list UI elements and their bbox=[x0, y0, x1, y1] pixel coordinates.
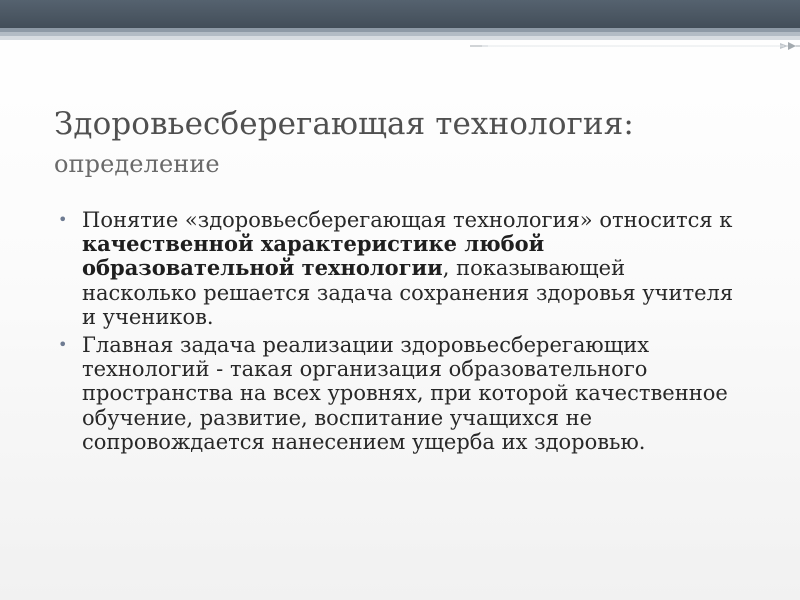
bullet-point-icon: • bbox=[58, 335, 68, 355]
bullet-text bbox=[82, 208, 738, 329]
bullet-suffix: , показывающей насколько решается задача сохранения здоровья учителя и учеников. bbox=[82, 256, 734, 329]
slide-title bbox=[54, 104, 734, 181]
bullet-item bbox=[58, 333, 738, 454]
content-area bbox=[58, 208, 738, 454]
bullet-prefix: Понятие «здоровьесберегающая технология» относится к bbox=[82, 208, 733, 232]
title-main: Здоровьесберегающая технология: bbox=[54, 106, 634, 142]
bullet-point-icon: • bbox=[58, 210, 68, 229]
bullet-text: Главная задача реализации здоровьесберегающих технологий - такая организация образовательного пространства на всех уровнях, при которой качественное обучение, развитие, воспитание учащихся не сопровождается нанесением ущерба их здоровью. bbox=[82, 333, 728, 454]
bullet-list bbox=[58, 208, 738, 454]
bullet-bold-text: качественной характеристике любой образовательной технологии bbox=[82, 231, 545, 281]
title-subtitle: определение bbox=[54, 150, 220, 178]
corner-ornament-icon bbox=[470, 0, 800, 72]
bullet-item bbox=[58, 208, 738, 329]
